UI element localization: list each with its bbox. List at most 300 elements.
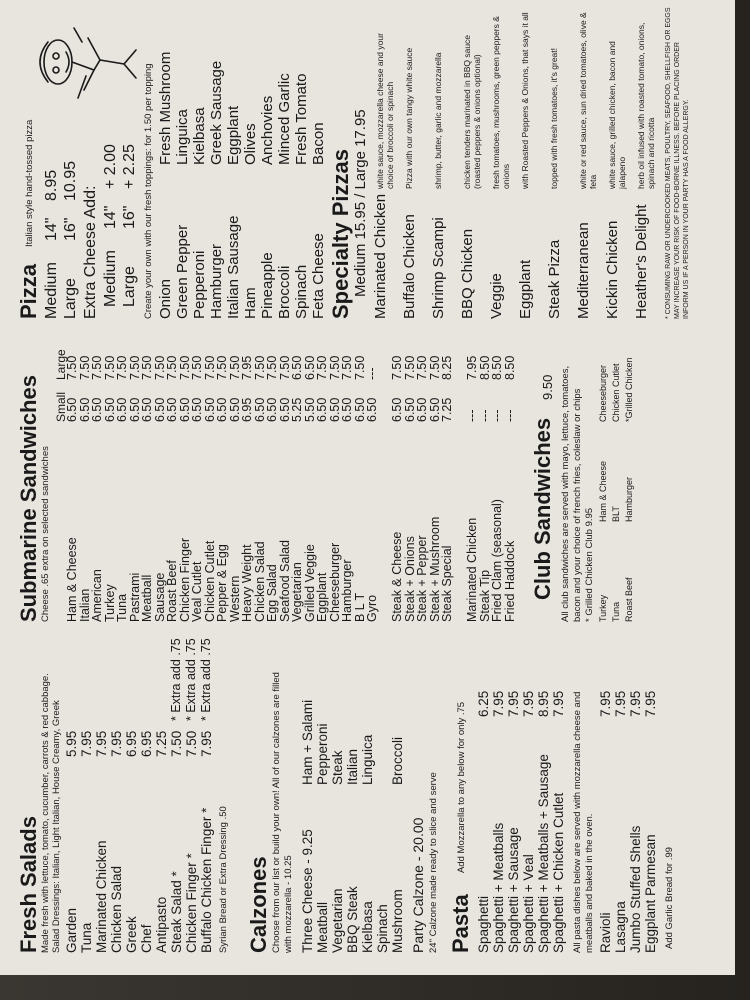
topping-item <box>225 15 242 165</box>
sub-name: Veal Cutlet <box>190 561 204 622</box>
salad-price: 7.95 <box>94 730 109 757</box>
topping-item <box>157 15 174 165</box>
topping-name: Ham <box>242 287 259 319</box>
pizza-size-name: Large <box>62 278 79 319</box>
baked-note-1: All pasta dishes below are served with mozzarella cheese and <box>572 691 583 953</box>
topping-name: Feta Cheese <box>310 233 327 319</box>
calzone-name: BBQ Steak <box>345 886 360 953</box>
salad-price: 7.50 <box>184 730 199 757</box>
sub-price-small: 6.50 <box>352 397 367 422</box>
specialty-name: Mediterranean <box>575 222 592 319</box>
sub-price-small: 6.50 <box>265 397 279 422</box>
calzone-name: Vegetarian <box>330 888 345 953</box>
specialty-desc: chicken tenders marinated in BBQ sauce (roasted peppers & onions optional) <box>462 34 482 189</box>
sub-price-small: 6.50 <box>227 397 242 422</box>
calzone-item <box>360 655 375 785</box>
sub-price-large: 6.50 <box>302 355 317 380</box>
topping-name: Pepperoni <box>191 250 208 319</box>
sub-price-large: 7.50 <box>152 355 167 380</box>
chef-doodle-icon <box>30 17 140 112</box>
specialty-desc: with Roasted Peppers & Onions, that says it all <box>520 12 530 189</box>
sub-name: Roast Beef <box>165 560 179 622</box>
pasta-price: 7.95 <box>521 690 536 717</box>
club-price: 9.50 <box>540 374 555 400</box>
calzone-item <box>300 655 315 785</box>
salad-name: Chef <box>139 924 154 953</box>
pasta-price: 7.95 <box>491 690 506 717</box>
baked-pasta-list <box>598 653 658 953</box>
calzone-name: Meatball <box>315 901 330 953</box>
salad-name: Marinated Chicken <box>94 840 109 953</box>
specialty-row <box>575 7 604 319</box>
sub-row <box>504 337 517 622</box>
topping-name: Fresh Tomato <box>293 73 310 165</box>
sub-price-large: 7.50 <box>227 355 242 380</box>
sub-row <box>241 337 254 622</box>
salad-price: 6.95 <box>124 730 139 757</box>
baked-row <box>613 653 628 953</box>
pizza-size-inch: 16" <box>62 217 79 241</box>
baked-name: Eggplant Parmesan <box>643 834 658 953</box>
toppings-list-2 <box>157 15 327 165</box>
pizza-size-name: Large <box>121 266 138 307</box>
sub-row <box>416 337 429 622</box>
salad-row <box>64 653 79 953</box>
salad-row <box>94 653 109 953</box>
topping-name: Minced Garlic <box>276 73 293 165</box>
specialty-name: BBQ Chicken <box>459 228 476 319</box>
garlic-bread-note: Add Garlic Bread for .99 <box>664 847 675 949</box>
pasta-price: 7.95 <box>551 690 566 717</box>
topping-name: Eggplant <box>225 105 242 165</box>
sub-row <box>91 337 104 622</box>
topping-name: Kielbasa <box>191 107 208 165</box>
baked-row <box>643 653 658 953</box>
topping-name: Spinach <box>293 264 310 319</box>
salad-row <box>124 653 139 953</box>
topping-name: Onion <box>157 278 174 319</box>
sub-price-large: 7.50 <box>215 355 229 380</box>
specialty-row <box>633 7 662 319</box>
club-note-1: All club sandwiches are served with mayo, lettuce, tomatoes, <box>560 365 571 622</box>
pasta-list <box>476 653 566 953</box>
subs-header-small: Small <box>54 391 68 422</box>
pizza-size-price: 10.95 <box>62 160 79 201</box>
sub-price-small: 5.25 <box>290 397 304 422</box>
calzones-description-2: with mozzarella - 10.25 <box>283 855 294 953</box>
calzone-item <box>375 803 390 953</box>
salad-row <box>79 653 94 953</box>
topping-item <box>191 169 208 319</box>
club-items <box>598 337 648 622</box>
topping-item <box>242 15 259 165</box>
sub-price-small: 6.50 <box>327 397 342 422</box>
sub-name: Chicken Salad <box>252 541 267 622</box>
specialty-desc: white sauce, mozzarella cheese and your choice of broccoli or spinach <box>375 33 395 189</box>
sub-name: Seafood Salad <box>277 539 292 622</box>
calzone-item <box>300 803 315 953</box>
specialty-row <box>430 7 459 319</box>
specialty-prices: Medium 15.95 / Large 17.95 <box>352 109 369 297</box>
pizza-size-row <box>42 119 61 319</box>
pizza-size-row <box>61 119 80 319</box>
topping-item <box>310 15 327 165</box>
sub-price-small: 6.50 <box>390 397 404 422</box>
sub-price-large: 7.50 <box>427 355 442 380</box>
specialty-row <box>459 7 488 319</box>
sub-name: Fried Haddock <box>502 540 517 622</box>
calzone-name: Pepperoni <box>315 723 330 785</box>
topping-name: Hamburger <box>208 243 225 319</box>
sub-name: Eggplant <box>315 572 329 622</box>
calzone-item <box>345 655 360 785</box>
salads-list <box>64 638 214 953</box>
salad-row <box>154 653 169 953</box>
club-item: Chicken Cutlet <box>611 363 621 422</box>
sub-price-large: 7.50 <box>140 355 154 380</box>
topping-name: Green Pepper <box>174 224 191 319</box>
subs-cheese-note: Cheese .65 extra on selected sandwiches <box>40 446 51 622</box>
pizza-size-inch: 14" <box>43 217 60 241</box>
sub-price-small: 6.50 <box>402 397 417 422</box>
sub-price-large: 7.50 <box>65 355 79 380</box>
sub-price-small: 6.50 <box>190 397 204 422</box>
specialty-desc: fresh tomatoes, mushrooms, green peppers & onions <box>491 16 511 189</box>
sub-price-large: 7.50 <box>177 355 192 380</box>
salads-title: Fresh Salads <box>16 816 41 953</box>
club-item: BLT <box>611 506 621 522</box>
salad-name: Greek <box>124 916 139 953</box>
specialty-row <box>604 7 633 319</box>
sub-row <box>291 337 304 622</box>
salad-name: Chicken Finger * <box>184 853 199 953</box>
sub-price-large: 7.50 <box>340 355 354 380</box>
sub-name: Italian <box>77 588 92 622</box>
warning-line-3: INFORM US IF A PERSON IN YOUR PARTY HAS A FOOD ALLERGY. <box>683 99 690 319</box>
baked-row <box>598 653 613 953</box>
calzone-name: Three Cheese - 9.25 <box>300 829 315 953</box>
sub-price-small: --- <box>465 409 479 422</box>
sub-price-large: --- <box>365 367 379 380</box>
topping-name: Anchovies <box>259 95 276 165</box>
sub-name: Steak + Mushroom <box>427 516 442 622</box>
pizza-title: Pizza <box>16 263 41 319</box>
sub-name: Steak & Cheese <box>390 531 404 622</box>
consumer-warning <box>664 7 691 319</box>
sub-price-large: 8.50 <box>490 355 504 380</box>
sub-name: Marinated Chicken <box>465 517 479 622</box>
topping-item <box>174 169 191 319</box>
sub-name: Chicken Finger <box>177 537 192 622</box>
warning-line-1: * CONSUMING RAW OR UNDERCOOKED MEATS, POULTRY, SEAFOOD, SHELLFISH OR EGGS <box>665 7 672 319</box>
sub-price-large: 7.50 <box>202 355 217 380</box>
pasta-name: Spaghetti + Meatballs + Sausage <box>536 754 551 953</box>
club-item: Roast Beef <box>624 577 634 622</box>
topping-name: Greek Sausage <box>208 60 225 165</box>
sub-price-small: --- <box>490 409 504 422</box>
sub-price-small: 6.50 <box>115 397 129 422</box>
sub-price-large: 7.95 <box>465 355 479 380</box>
baked-note-2: meatballs and baked in the oven. <box>584 813 595 953</box>
sub-name: Tuna <box>115 593 129 622</box>
specialty-desc: white sauce, grilled chicken, bacon and jalapeno <box>607 41 627 189</box>
sub-row <box>166 337 179 622</box>
sub-price-large: 7.50 <box>127 355 142 380</box>
sub-name: Cheeseburger <box>327 542 342 622</box>
pasta-price: 6.25 <box>476 690 491 717</box>
salad-name: Garden <box>64 907 79 953</box>
club-title: Club Sandwiches <box>530 417 555 600</box>
calzone-item <box>315 803 330 953</box>
sub-row <box>266 337 279 622</box>
toppings-list-1 <box>157 169 327 319</box>
salad-price: 7.25 <box>154 730 169 757</box>
topping-item <box>276 15 293 165</box>
specialty-name: Heather's Delight <box>633 204 650 319</box>
calzone-item <box>330 655 345 785</box>
pizza-size-name: Medium <box>102 250 119 307</box>
party-calzone: Party Calzone - 20.00 <box>410 817 426 953</box>
pizza-size-row <box>120 107 139 307</box>
calzone-item <box>315 655 330 785</box>
sub-price-small: 7.25 <box>440 397 454 422</box>
pasta-name: Spaghetti + Meatballs <box>491 822 506 953</box>
salads-bread-note: Syrian Bread or Extra Dressing .50 <box>218 806 229 953</box>
pasta-title: Pasta <box>448 894 473 953</box>
sub-price-small: 6.50 <box>152 397 167 422</box>
salad-extra: * Extra add .75 <box>199 638 213 721</box>
pizza-subtitle: Italian style hand-tossed pizza <box>24 119 35 247</box>
sub-name: Chicken Cutlet <box>202 540 217 622</box>
calzone-name: Broccoli <box>390 736 405 785</box>
salad-row <box>109 653 124 953</box>
topping-name: Broccoli <box>276 265 293 319</box>
club-item: Tuna <box>611 601 621 622</box>
toppings-note: Create your own with our fresh toppings: for 1.50 per topping <box>143 63 154 319</box>
calzone-name: Mushroom <box>390 889 405 953</box>
calzone-item <box>390 803 405 953</box>
topping-item <box>293 15 310 165</box>
sub-price-large: 7.50 <box>277 355 292 380</box>
topping-name: Pineapple <box>259 252 276 319</box>
salad-price: 7.95 <box>109 730 124 757</box>
sub-price-small: 6.50 <box>202 397 217 422</box>
club-item: Hamburger <box>624 476 634 522</box>
pasta-row <box>536 653 551 953</box>
topping-name: Linguica <box>174 109 191 165</box>
calzone-name: Linguica <box>360 734 375 785</box>
sub-price-small: 6.50 <box>340 397 354 422</box>
calzone-item <box>360 803 375 953</box>
sub-price-large: 7.50 <box>115 355 129 380</box>
salad-name: Steak Salad * <box>169 871 184 953</box>
topping-name: Fresh Mushroom <box>157 51 174 165</box>
topping-name: Olives <box>242 123 259 165</box>
sub-name: American <box>90 569 104 622</box>
topping-item <box>225 169 242 319</box>
pizza-size-price: + 2.00 <box>102 144 119 189</box>
sub-price-large: 7.50 <box>415 355 429 380</box>
specialty-name: Eggplant <box>517 259 534 319</box>
calzone-name: Kielbasa <box>360 901 375 953</box>
pasta-row <box>476 653 491 953</box>
sub-row <box>466 337 479 622</box>
baked-name: Lasagna <box>613 901 628 953</box>
party-calzone-note: 24" Calzone made ready to slice and serve <box>428 772 439 953</box>
sub-price-large: 7.50 <box>315 355 329 380</box>
sub-row <box>191 337 204 622</box>
sub-price-small: --- <box>477 409 492 422</box>
specialty-title: Specialty Pizzas <box>328 149 353 319</box>
specialty-name: Marinated Chicken <box>372 193 389 319</box>
pizza-sizes <box>42 119 80 319</box>
topping-item <box>293 169 310 319</box>
sub-name: Turkey <box>102 584 117 622</box>
pasta-name: Spaghetti + Sausage <box>506 827 521 953</box>
sub-price-large: 7.50 <box>352 355 367 380</box>
club-item: Cheeseburger <box>598 364 608 422</box>
sub-price-small: 6.50 <box>102 397 117 422</box>
specialty-desc: herb oil infused with roasted tomato, onions, spinach and ricotta <box>636 22 656 189</box>
sub-price-large: 7.50 <box>402 355 417 380</box>
sub-name: Gyro <box>365 594 379 622</box>
subs-list <box>66 337 516 622</box>
sub-name: Egg Salad <box>265 564 279 622</box>
sub-name: Vegetarian <box>290 562 304 622</box>
specialty-row <box>488 7 517 319</box>
baked-price: 7.95 <box>598 690 613 717</box>
sub-name: Heavy Weight <box>240 544 254 622</box>
club-note-2: bacon and your choice of french fries, coleslaw or chips <box>572 388 583 622</box>
club-item: Ham & Cheese <box>598 460 608 522</box>
topping-item <box>259 169 276 319</box>
salad-name: Chicken Salad <box>109 865 124 953</box>
sub-price-large: 7.50 <box>77 355 92 380</box>
calzones-list-1 <box>300 803 405 953</box>
salad-name: Antipasto <box>154 896 169 953</box>
calzone-item <box>330 803 345 953</box>
extra-cheese-label: Extra Cheese Add: <box>82 185 99 319</box>
sub-name: Steak + Pepper <box>415 535 429 622</box>
baked-row <box>628 653 643 953</box>
sub-price-small: 5.50 <box>302 397 317 422</box>
salad-price: 5.95 <box>64 730 79 757</box>
sub-price-small: 6.50 <box>277 397 292 422</box>
topping-item <box>259 15 276 165</box>
sub-price-small: 6.50 <box>215 397 229 422</box>
calzones-list-2 <box>300 655 405 785</box>
calzone-name: Spinach <box>375 904 390 953</box>
sub-row <box>216 337 229 622</box>
sub-price-small: 6.50 <box>252 397 267 422</box>
sub-row <box>316 337 329 622</box>
sub-price-large: 7.50 <box>327 355 342 380</box>
sub-name: Hamburger <box>340 559 354 622</box>
sub-price-small: 6.50 <box>177 397 192 422</box>
sub-price-small: 6.50 <box>90 397 104 422</box>
pasta-name: Spaghetti <box>476 895 491 953</box>
topping-item <box>310 169 327 319</box>
sub-name: Sausage <box>152 572 167 622</box>
specialty-name: Buffalo Chicken <box>401 214 418 319</box>
sub-name: Steak Tip <box>477 569 492 622</box>
baked-name: Jumbo Stuffed Shells <box>628 825 643 953</box>
subs-title: Submarine Sandwiches <box>16 375 41 622</box>
sub-name: Western <box>227 575 242 622</box>
pasta-row <box>491 653 506 953</box>
sub-price-small: 6.50 <box>165 397 179 422</box>
pizza-size-inch: 14" <box>102 205 119 229</box>
salad-row <box>184 638 199 953</box>
baked-name: Ravioli <box>598 912 613 953</box>
pizza-size-name: Medium <box>43 262 60 319</box>
calzones-title: Calzones <box>246 856 271 953</box>
topping-item <box>191 15 208 165</box>
salads-description: Made fresh with lettuce, tomato, cucumber, carrots & red cabbage. <box>40 673 51 953</box>
pasta-row <box>551 653 566 953</box>
specialty-name: Kickin Chicken <box>604 220 621 319</box>
sub-price-large: 7.50 <box>165 355 179 380</box>
pasta-name: Spaghetti + Veal <box>521 854 536 953</box>
sub-price-small: 6.95 <box>240 397 254 422</box>
pasta-row <box>506 653 521 953</box>
pizza-size-price: 8.95 <box>43 169 60 201</box>
pasta-price: 8.95 <box>536 690 551 717</box>
salad-row <box>199 638 214 953</box>
sub-price-small: 6.50 <box>127 397 142 422</box>
club-item: *Grilled Chicken <box>624 357 634 422</box>
specialty-row <box>372 7 401 319</box>
specialty-desc: shrimp, butter, garlic and mozzarella <box>433 52 443 189</box>
sub-name: Steak + Onions <box>402 536 417 622</box>
club-note-3: * Grilled Chicken Club 9.95 <box>584 507 595 622</box>
pasta-mozzarella-note: Add Mozzarella to any below for only .75 <box>456 701 467 873</box>
club-item: Turkey <box>598 594 608 622</box>
pizza-size-row <box>101 107 120 307</box>
salad-name: Buffalo Chicken Finger * <box>199 807 214 953</box>
pizza-size-price: + 2.25 <box>121 144 138 189</box>
salad-price: 6.95 <box>139 730 154 757</box>
topping-item <box>174 15 191 165</box>
sub-price-large: 7.50 <box>90 355 104 380</box>
sub-price-small: 6.50 <box>140 397 154 422</box>
sub-row <box>491 337 504 622</box>
sub-price-small: --- <box>502 409 517 422</box>
specialty-desc: Pizza with our own tangy white sauce <box>404 47 414 189</box>
pasta-row <box>521 653 536 953</box>
salad-extra: * Extra add .75 <box>169 638 183 721</box>
specialty-row <box>517 7 546 319</box>
pizza-size-inch: 16" <box>121 205 138 229</box>
specialty-desc: topped with fresh tomatoes, it's great! <box>549 47 559 189</box>
salads-dressings: Salad Dressings: Italian, Light Italian, House Creamy, Greek <box>51 700 62 953</box>
calzone-name: Italian <box>345 748 360 785</box>
salad-extra: * Extra add .75 <box>184 638 198 721</box>
pasta-price: 7.95 <box>506 690 521 717</box>
topping-name: Bacon <box>310 122 327 165</box>
subs-header-large: Large <box>54 349 68 380</box>
sub-name: Meatball <box>140 574 154 622</box>
topping-item <box>208 169 225 319</box>
topping-item <box>276 169 293 319</box>
sub-price-small: 6.50 <box>77 397 92 422</box>
topping-item <box>208 15 225 165</box>
specialty-name: Veggie <box>488 273 505 319</box>
sub-price-large: 7.50 <box>390 355 404 380</box>
topping-name: Italian Sausage <box>225 215 242 319</box>
pasta-name: Spaghetti + Chicken Cutlet <box>551 792 566 953</box>
specialty-name: Shrimp Scampi <box>430 217 447 319</box>
